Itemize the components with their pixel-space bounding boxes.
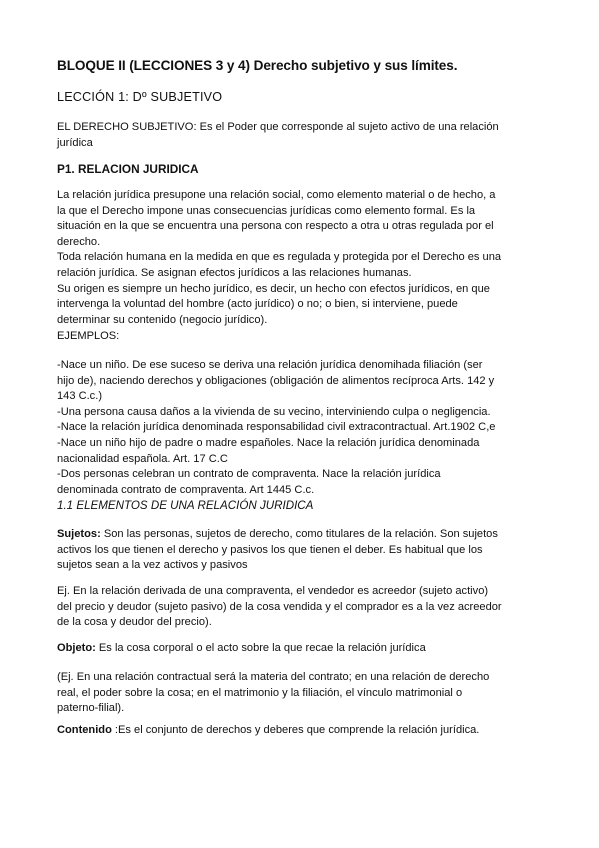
text-line: intervenga la voluntad del hombre (acto jurídico) o no; o bien, si interviene, puede (57, 298, 458, 311)
text-line: Toda relación humana en la medida en que es regulada y protegida por el Derecho es una (57, 251, 502, 264)
text-line: de la cosa y deudor del precio). (57, 616, 212, 629)
sujetos-label: Sujetos: (57, 528, 101, 540)
example-line: denominada contrato de compraventa. Art 1445 C.c. (57, 483, 315, 496)
sujetos-text: Son las personas, sujetos de derecho, como titulares de la relación. Son sujetos (100, 528, 498, 540)
intro-paragraph (57, 120, 547, 151)
text-line (57, 723, 547, 739)
example-line: -Nace un niño. De ese suceso se deriva una relación jurídica denomihada filiación (ser (57, 359, 483, 371)
text-line: sujetos sean a la vez activos y pasivos (57, 559, 248, 572)
example-line: -Una persona causa daños a la vivienda de su vecino, interviniendo culpa o negligencia. (57, 405, 491, 418)
example-line: hijo de), naciendo derechos y obligaciones (obligación de alimentos recíproca Arts. 142 y (57, 374, 495, 387)
objeto-text: Es la cosa corporal o el acto sobre la que recae la relación jurídica (95, 642, 426, 654)
text-line (57, 527, 547, 543)
objeto-label: Objeto: (57, 642, 96, 654)
text-line: derecho. (57, 235, 101, 248)
example-line: 143 C.c.) (57, 390, 103, 403)
example-line: -Nace la relación jurídica denominada responsabilidad civil extracontractual. Art.1902 C,e (57, 421, 496, 434)
text-line: La relación jurídica presupone una relación social, como elemento material o de hecho, a (57, 189, 496, 201)
contenido-paragraph (57, 723, 547, 739)
objeto-example (57, 670, 547, 717)
p1-body (57, 188, 547, 328)
text-line: Ej. En la relación derivada de una compraventa, el vendedor es acreedor (sujeto activo) (57, 585, 489, 597)
lesson-heading: LECCIÓN 1: Dº SUBJETIVO (57, 90, 223, 104)
text-line: jurídica (57, 136, 93, 149)
text-line: real, el poder sobre la cosa; en el matrimonio y la filiación, el vínculo matrimonial o (57, 686, 463, 699)
text-line: la que el Derecho impone unas consecuencias jurídicas como elemento formal. Es la (57, 204, 476, 217)
contenido-text: :Es el conjunto de derechos y deberes que comprende la relación jurídica. (111, 724, 480, 736)
text-line (57, 641, 547, 657)
document-title: BLOQUE II (LECCIONES 3 y 4) Derecho subjetivo y sus límites. (57, 58, 458, 73)
text-line: EL DERECHO SUBJETIVO: Es el Poder que corresponde al sujeto activo de una relación (57, 121, 499, 133)
contenido-label: Contenido (57, 724, 112, 736)
p1-heading: P1. RELACION JURIDICA (57, 162, 199, 176)
examples-list (57, 358, 547, 498)
example-line: -Nace un niño hijo de padre o madre españoles. Nace la relación jurídica denominada (57, 436, 480, 449)
text-line: situación en la que se encuentra una persona con respecto a otra u otras regulada por el (57, 220, 494, 233)
compraventa-example (57, 584, 547, 631)
section-1-1-heading: 1.1 ELEMENTOS DE UNA RELACIÓN JURIDICA (57, 499, 314, 512)
text-line: paterno-filial). (57, 702, 125, 715)
text-line: Su origen es siempre un hecho jurídico, es decir, un hecho con efectos jurídicos, en que (57, 282, 490, 295)
text-line: determinar su contenido (negocio jurídico). (57, 313, 268, 326)
text-line: relación jurídica. Se asignan efectos jurídicos a las relaciones humanas. (57, 266, 412, 279)
example-line: nacionalidad española. Art. 17 C.C (57, 452, 228, 465)
example-line: -Dos personas celebran un contrato de compraventa. Nace la relación jurídica (57, 468, 441, 481)
text-line: (Ej. En una relación contractual será la materia del contrato; en una relación de derecho (57, 671, 490, 683)
objeto-paragraph (57, 641, 547, 657)
text-line: activos los que tienen el derecho y pasivos los que tienen el deber. Es habitual que los (57, 543, 483, 556)
sujetos-paragraph (57, 527, 547, 574)
examples-heading: EJEMPLOS: (57, 330, 120, 342)
text-line: del precio y deudor (sujeto pasivo) de la cosa vendida y el comprador es a la vez acreedor (57, 600, 502, 613)
